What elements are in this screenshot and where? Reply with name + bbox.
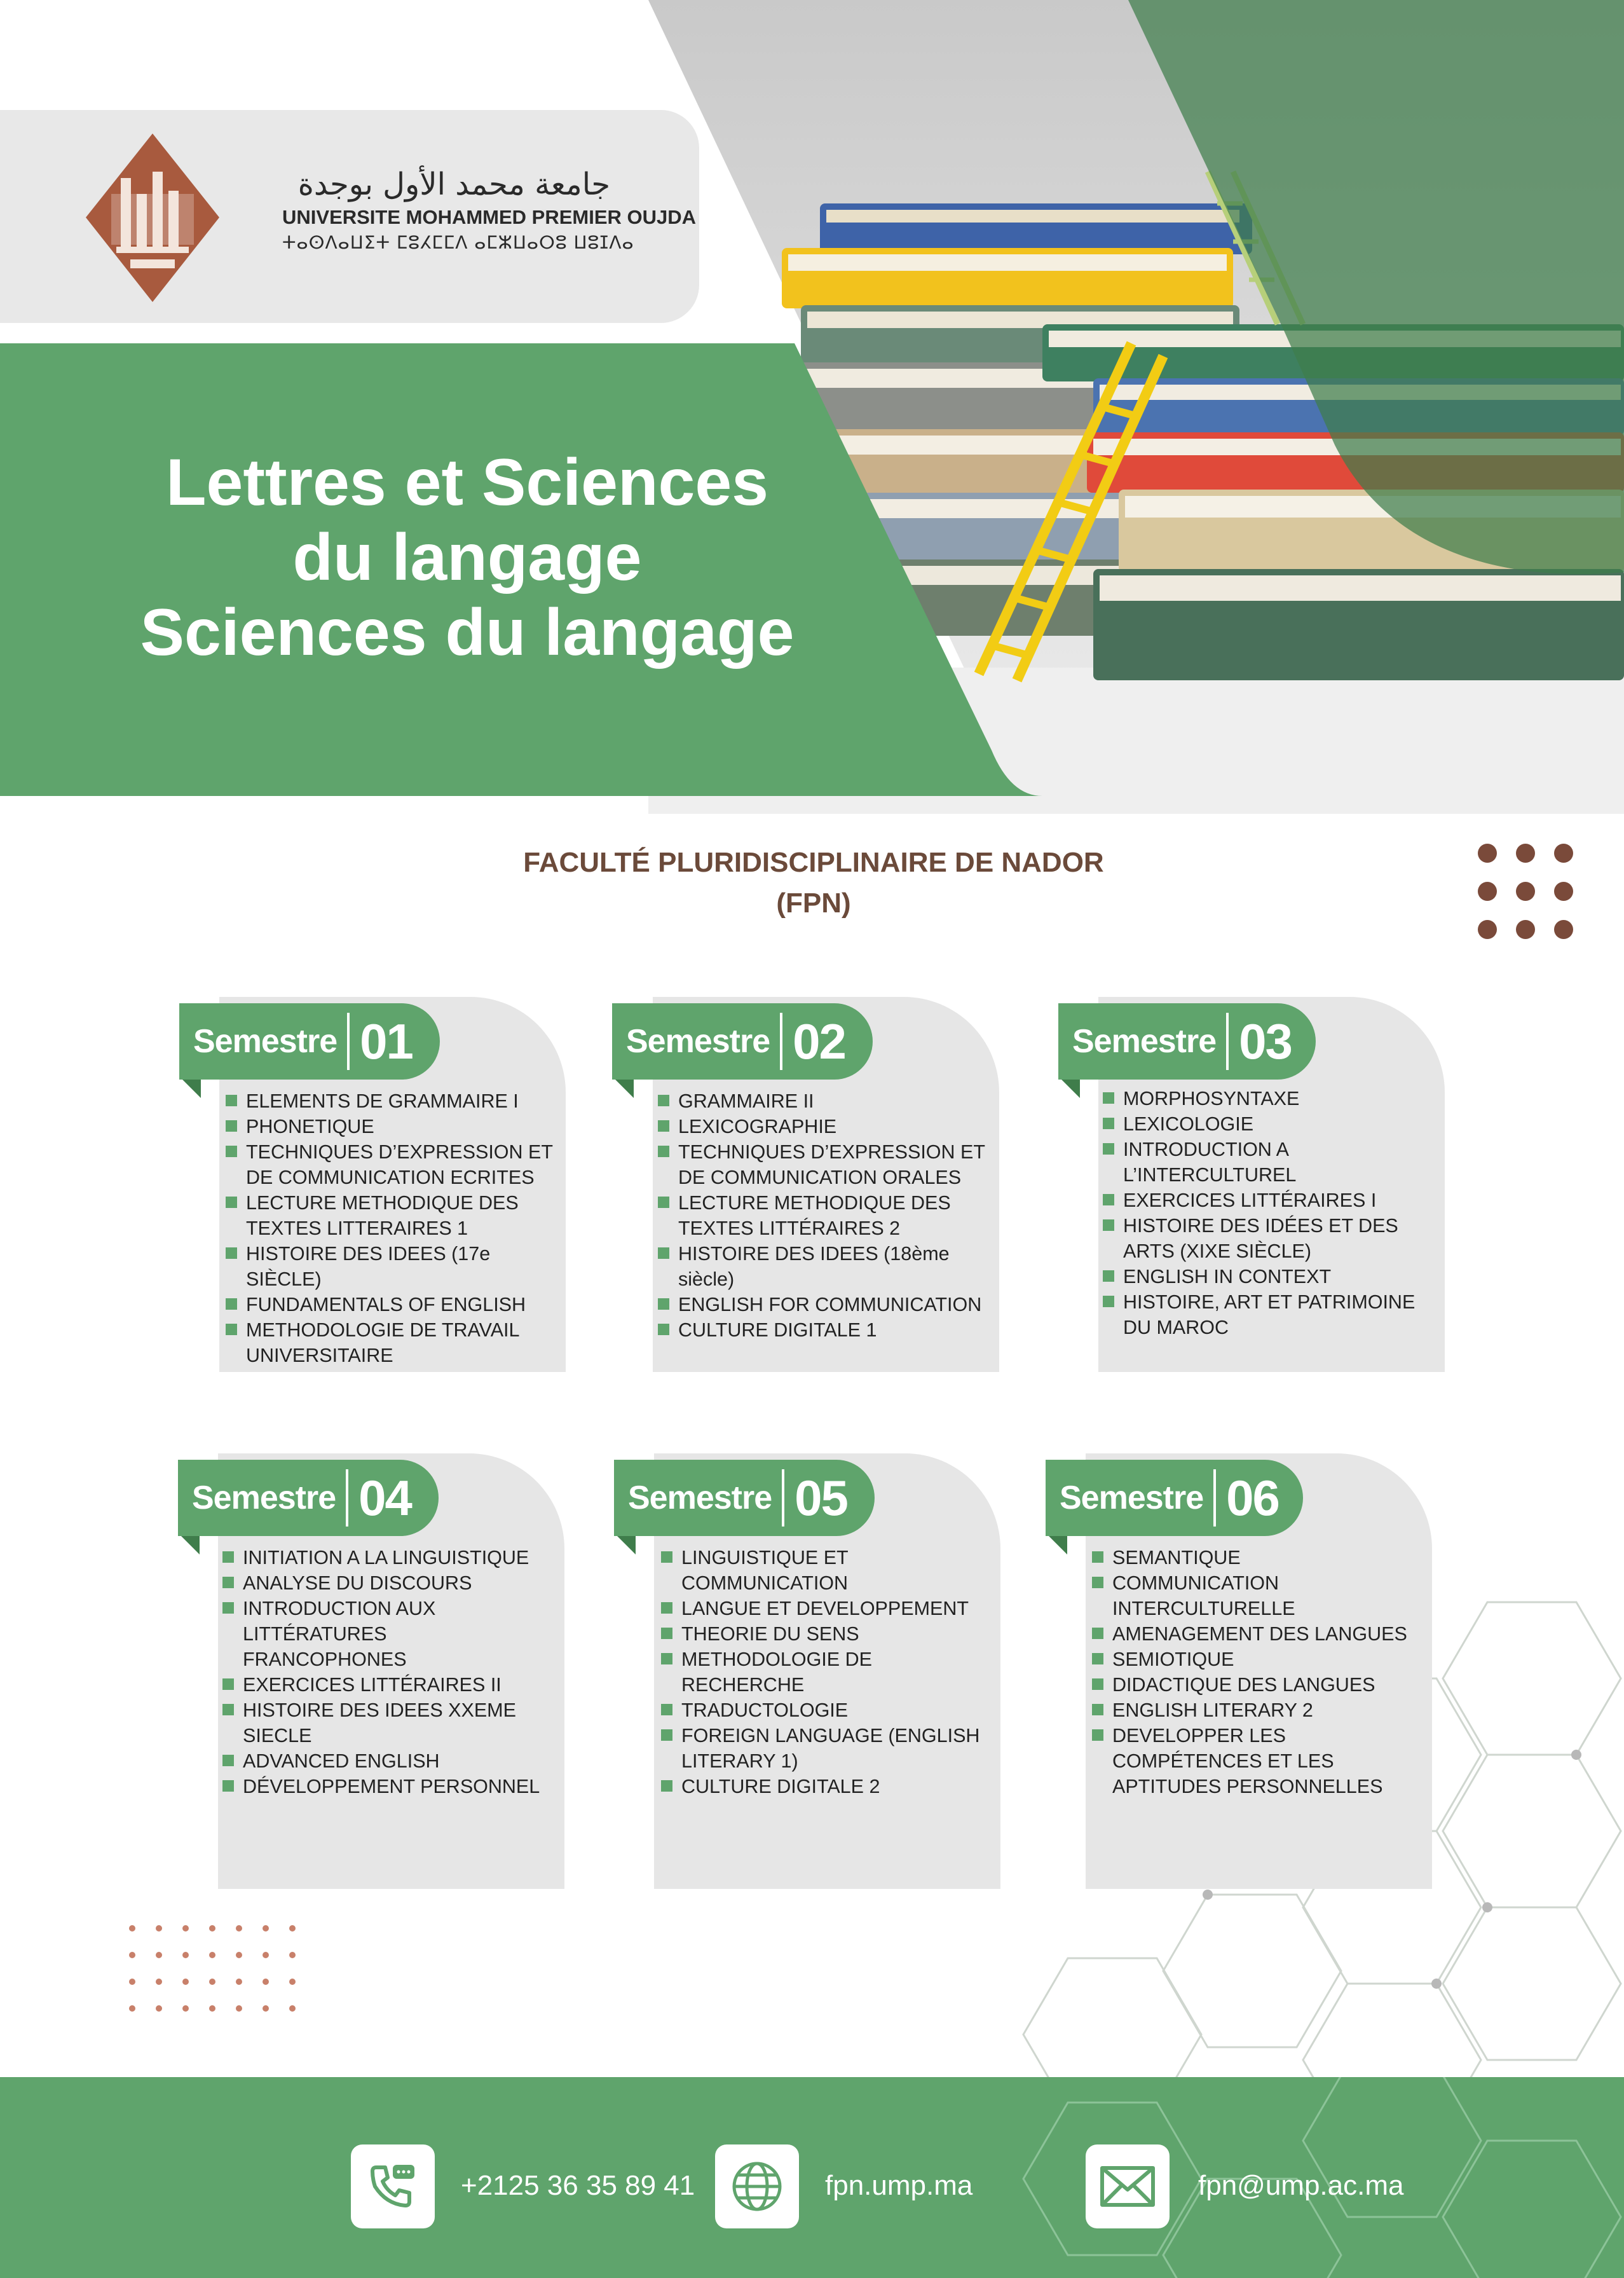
globe-icon <box>730 2159 784 2214</box>
footer-website[interactable]: fpn.ump.ma <box>825 2170 973 2201</box>
course-item: HISTOIRE, ART ET PATRIMOINE DU MAROC <box>1103 1289 1433 1340</box>
semester-label: Semestre <box>626 1023 770 1060</box>
semester-separator <box>782 1469 784 1527</box>
tag-fold <box>1058 1076 1080 1098</box>
course-item: INTRODUCTION A L’INTERCULTUREL <box>1103 1137 1433 1188</box>
course-item: CULTURE DIGITALE 1 <box>658 1317 988 1343</box>
tag-fold <box>178 1533 200 1554</box>
semester-number: 06 <box>1226 1469 1279 1526</box>
university-seal-icon <box>86 134 219 302</box>
decor-dot <box>1554 920 1573 939</box>
title-line-2: du langage <box>292 521 642 594</box>
course-item: ENGLISH FOR COMMUNICATION <box>658 1292 988 1317</box>
phone-icon <box>367 2161 418 2212</box>
semester-label: Semestre <box>628 1479 772 1516</box>
title-line-1: Lettres et Sciences <box>165 446 769 519</box>
course-item: LEXICOLOGIE <box>1103 1111 1433 1137</box>
semester-label: Semestre <box>192 1479 336 1516</box>
course-item: METHODOLOGIE DE RECHERCHE <box>661 1647 992 1698</box>
semester-tag <box>612 1003 873 1080</box>
course-item: HISTOIRE DES IDÉES ET DES ARTS (XIXE SIÈCLE) <box>1103 1213 1433 1264</box>
course-item: CULTURE DIGITALE 2 <box>661 1774 992 1799</box>
title-line-3: Sciences du langage <box>140 596 795 669</box>
course-item: LINGUISTIQUE ET COMMUNICATION <box>661 1545 992 1596</box>
course-item: EXERCICES LITTÉRAIRES I <box>1103 1188 1433 1213</box>
course-list <box>226 1088 556 1368</box>
course-item: SEMANTIQUE <box>1092 1545 1423 1570</box>
faculty-heading <box>369 842 1259 924</box>
mail-icon <box>1100 2165 1156 2207</box>
course-item: FUNDAMENTALS OF ENGLISH <box>226 1292 556 1317</box>
course-item: GRAMMAIRE II <box>658 1088 988 1114</box>
semester-number: 02 <box>793 1013 845 1069</box>
course-item: LEXICOGRAPHIE <box>658 1114 988 1139</box>
course-item: INITIATION A LA LINGUISTIQUE <box>222 1545 553 1570</box>
course-item: SEMIOTIQUE <box>1092 1647 1423 1672</box>
semester-tag <box>1058 1003 1316 1080</box>
decor-dot <box>1516 882 1535 901</box>
tag-fold <box>1046 1533 1067 1554</box>
university-name: UNIVERSITE MOHAMMED PREMIER OUJDA <box>282 206 697 228</box>
course-item: LECTURE METHODIQUE DES TEXTES LITTÉRAIRES 2 <box>658 1190 988 1241</box>
decor-dot <box>1478 920 1497 939</box>
course-item: AMENAGEMENT DES LANGUES <box>1092 1621 1423 1647</box>
semester-tag <box>1046 1460 1303 1536</box>
course-item: TECHNIQUES D’EXPRESSION ET DE COMMUNICATION ECRITES <box>226 1139 556 1190</box>
course-item: EXERCICES LITTÉRAIRES II <box>222 1672 553 1698</box>
course-list <box>658 1088 988 1343</box>
course-item: ENGLISH IN CONTEXT <box>1103 1264 1433 1289</box>
semester-separator <box>1213 1469 1216 1527</box>
course-item: LECTURE METHODIQUE DES TEXTES LITTERAIRES 1 <box>226 1190 556 1241</box>
semester-number: 03 <box>1239 1013 1292 1069</box>
course-list <box>222 1545 553 1799</box>
course-item: HISTOIRE DES IDEES (18ème siècle) <box>658 1241 988 1292</box>
university-tifinagh-name: ⵜⴰⵙⴷⴰⵡⵉⵜ ⵎⵓⵃⵎⵎⴷ ⴰⵎⵣⵡⴰⵔⵓ ⵡⵓⵊⴷⴰ <box>282 232 634 253</box>
decor-dot-grid <box>127 1923 299 2019</box>
course-item: TRADUCTOLOGIE <box>661 1698 992 1723</box>
tag-fold <box>614 1533 636 1554</box>
course-item: THEORIE DU SENS <box>661 1621 992 1647</box>
semester-tag <box>179 1003 440 1080</box>
decor-dot <box>1478 844 1497 863</box>
course-list <box>1103 1086 1433 1340</box>
course-item: ENGLISH LITERARY 2 <box>1092 1698 1423 1723</box>
course-item: DEVELOPPER LES COMPÉTENCES ET LES APTITUDES PERSONNELLES <box>1092 1723 1423 1799</box>
course-item: HISTOIRE DES IDEES XXEME SIECLE <box>222 1698 553 1748</box>
mail-icon-box[interactable] <box>1086 2144 1170 2228</box>
decor-dot <box>1516 920 1535 939</box>
course-item: ANALYSE DU DISCOURS <box>222 1570 553 1596</box>
course-item: PHONETIQUE <box>226 1114 556 1139</box>
footer-phone[interactable]: +2125 36 35 89 41 <box>461 2170 695 2201</box>
course-item: METHODOLOGIE DE TRAVAIL UNIVERSITAIRE <box>226 1317 556 1368</box>
course-item: DÉVELOPPEMENT PERSONNEL <box>222 1774 553 1799</box>
semester-label: Semestre <box>1060 1479 1204 1516</box>
semester-label: Semestre <box>193 1023 338 1060</box>
decor-dot <box>1478 882 1497 901</box>
course-item: TECHNIQUES D’EXPRESSION ET DE COMMUNICATION ORALES <box>658 1139 988 1190</box>
decor-dot <box>1554 882 1573 901</box>
course-item: ELEMENTS DE GRAMMAIRE I <box>226 1088 556 1114</box>
tag-fold <box>179 1076 201 1098</box>
course-item: COMMUNICATION INTERCULTURELLE <box>1092 1570 1423 1621</box>
course-item: FOREIGN LANGUAGE (ENGLISH LITERARY 1) <box>661 1723 992 1774</box>
footer-email[interactable]: fpn@ump.ac.ma <box>1198 2170 1404 2201</box>
semester-tag <box>178 1460 439 1536</box>
course-list <box>661 1545 992 1799</box>
globe-icon-box[interactable] <box>715 2144 799 2228</box>
decor-dot <box>1554 844 1573 863</box>
course-list <box>1092 1545 1423 1799</box>
faculty-abbr: (FPN) <box>776 888 851 919</box>
semester-separator <box>346 1469 348 1527</box>
semester-tag <box>614 1460 875 1536</box>
decor-dot <box>1516 844 1535 863</box>
faculty-name: FACULTÉ PLURIDISCIPLINAIRE DE NADOR <box>523 847 1104 878</box>
phone-icon-box[interactable] <box>351 2144 435 2228</box>
course-item: ADVANCED ENGLISH <box>222 1748 553 1774</box>
semester-number: 05 <box>795 1469 847 1526</box>
university-arabic-name: جامعة محمد الأول بوجدة <box>297 167 610 202</box>
course-item: MORPHOSYNTAXE <box>1103 1086 1433 1111</box>
course-item: LANGUE ET DEVELOPPEMENT <box>661 1596 992 1621</box>
semester-separator <box>347 1013 350 1070</box>
course-item: HISTOIRE DES IDEES (17e SIÈCLE) <box>226 1241 556 1292</box>
course-item: DIDACTIQUE DES LANGUES <box>1092 1672 1423 1698</box>
semester-separator <box>780 1013 782 1070</box>
tag-fold <box>612 1076 634 1098</box>
semester-label: Semestre <box>1072 1023 1217 1060</box>
semester-number: 01 <box>360 1013 413 1069</box>
semester-number: 04 <box>358 1469 411 1526</box>
semester-separator <box>1226 1013 1229 1070</box>
program-title <box>76 445 858 670</box>
course-item: INTRODUCTION AUX LITTÉRATURES FRANCOPHONES <box>222 1596 553 1672</box>
